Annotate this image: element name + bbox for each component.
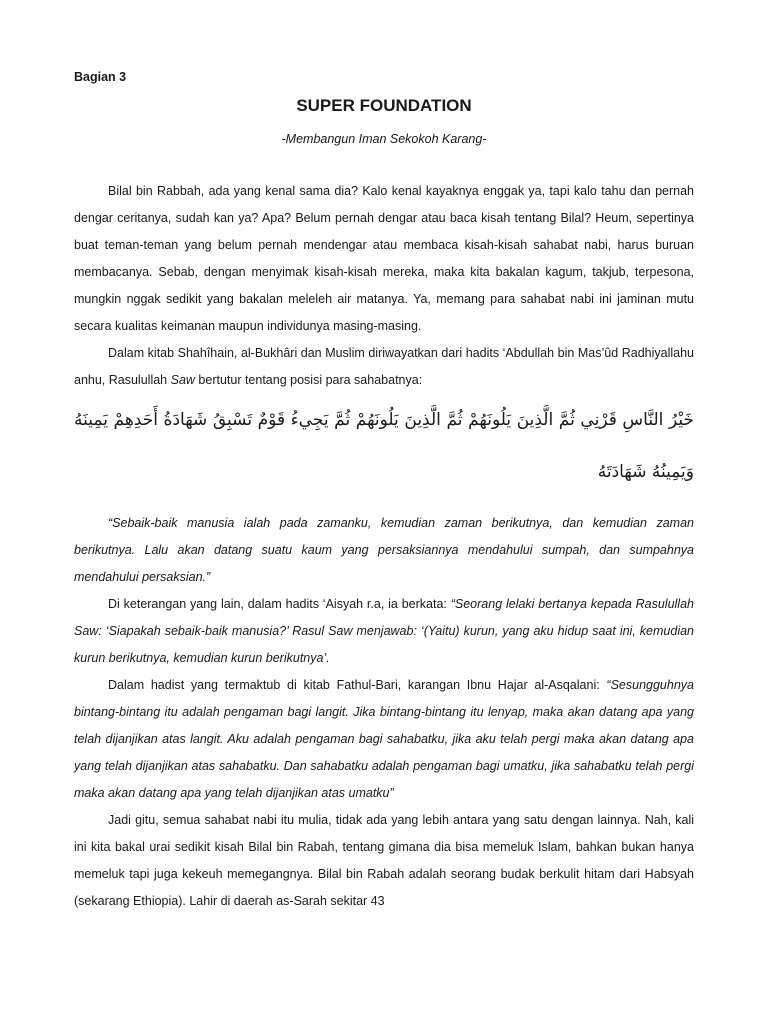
- body-text: [74, 178, 694, 915]
- paragraph: Jadi gitu, semua sahabat nabi itu mulia, tidak ada yang lebih antara yang satu dengan lainnya. Nah, kali ini kita bakal urai sedikit kisah Bilal bin Rabah, tentang gimana dia bisa memeluk Islam, bahkan bukan hanya memeluk tapi juga kekeuh memegangnya. Bilal bin Rabah adalah seorang budak berkulit hitam dari Habsyah (sekarang Ethiopia). Lahir di daerah as-Sarah sekitar 43: [74, 813, 694, 908]
- section-label: Bagian 3: [74, 70, 127, 84]
- paragraph: [74, 340, 694, 394]
- paragraph-text: Dalam kitab Shahîhain, al-Bukhâri dan Muslim diriwayatkan dari hadits ‘Abdullah bin Mas’ûd Radhiyallahu anhu, Rasulullah: [74, 346, 694, 387]
- paragraph-emphasis: Saw: [170, 373, 195, 387]
- paragraph-text: Dalam hadist yang termaktub di kitab Fathul-Bari, karangan Ibnu Hajar al-Asqalani:: [108, 678, 607, 692]
- arabic-hadith-text: خَيْرُ النَّاسِ قَرْنِي ثُمَّ الَّذِينَ يَلُونَهُمْ ثُمَّ الَّذِينَ يَلُونَهُمْ ثُمَّ يَجِيءُ قَوْمٌ تَسْبِقُ شَهَادَةُ أَحَدِهِمْ يَمِينَهُ وَيَمِينُهُ شَهَادَتَهُ: [74, 410, 694, 482]
- chapter-title: SUPER FOUNDATION: [296, 96, 472, 115]
- hadith-quote: “Seorang lelaki bertanya kepada Rasulullah Saw: ‘Siapakah sebaik-baik manusia?’ Rasul Saw menjawab: ‘(Yaitu) kurun, yang aku hidup saat ini, kemudian kurun berikutnya, kemudian kurun berikutnya’.: [74, 597, 694, 665]
- paragraph-text: bertutur tentang posisi para sahabatnya:: [194, 373, 423, 387]
- paragraph: [74, 591, 694, 672]
- paragraph: [74, 672, 694, 807]
- hadith-translation: “Sebaik-baik manusia ialah pada zamanku, kemudian zaman berikutnya, dan kemudian zaman berikutnya. Lalu akan datang suatu kaum yang persaksiannya mendahului sumpah, dan sumpahnya mendahului persaksian.”: [74, 516, 694, 584]
- paragraph-text: Di keterangan yang lain, dalam hadits ‘Aisyah r.a, ia berkata:: [108, 597, 451, 611]
- paragraph: Bilal bin Rabbah, ada yang kenal sama dia? Kalo kenal kayaknya enggak ya, tapi kalo tahu dan pernah dengar ceritanya, sudah kan ya? Apa? Belum pernah dengar atau baca kisah tentang Bilal? Heum, sepertinya buat teman-teman yang belum pernah mendengar atau membaca kisah-kisah sahabat nabi, harus buruan membacanya. Sebab, dengan menyimak kisah-kisah mereka, maka kita bakalan kagum, takjub, terpesona, mungkin nggak sedikit yang bakalan meleleh air matanya. Ya, memang para sahabat nabi ini jaminan mutu secara kualitas keimanan maupun individunya masing-masing.: [74, 184, 694, 333]
- hadith-quote: “Sesungguhnya bintang-bintang itu adalah pengaman bagi langit. Jika bintang-bintang itu lenyap, maka akan datang apa yang telah dijanjikan atas langit. Aku adalah pengaman bagi sahabatku, jika aku telah pergi maka akan datang apa yang telah dijanjikan atas sahabatku. Dan sahabatku adalah pengaman bagi umatku, jika sahabatku telah pergi maka akan datang apa yang telah dijanjikan atas umatku”: [74, 678, 694, 800]
- chapter-subtitle: -Membangun Iman Sekokoh Karang-: [281, 132, 487, 146]
